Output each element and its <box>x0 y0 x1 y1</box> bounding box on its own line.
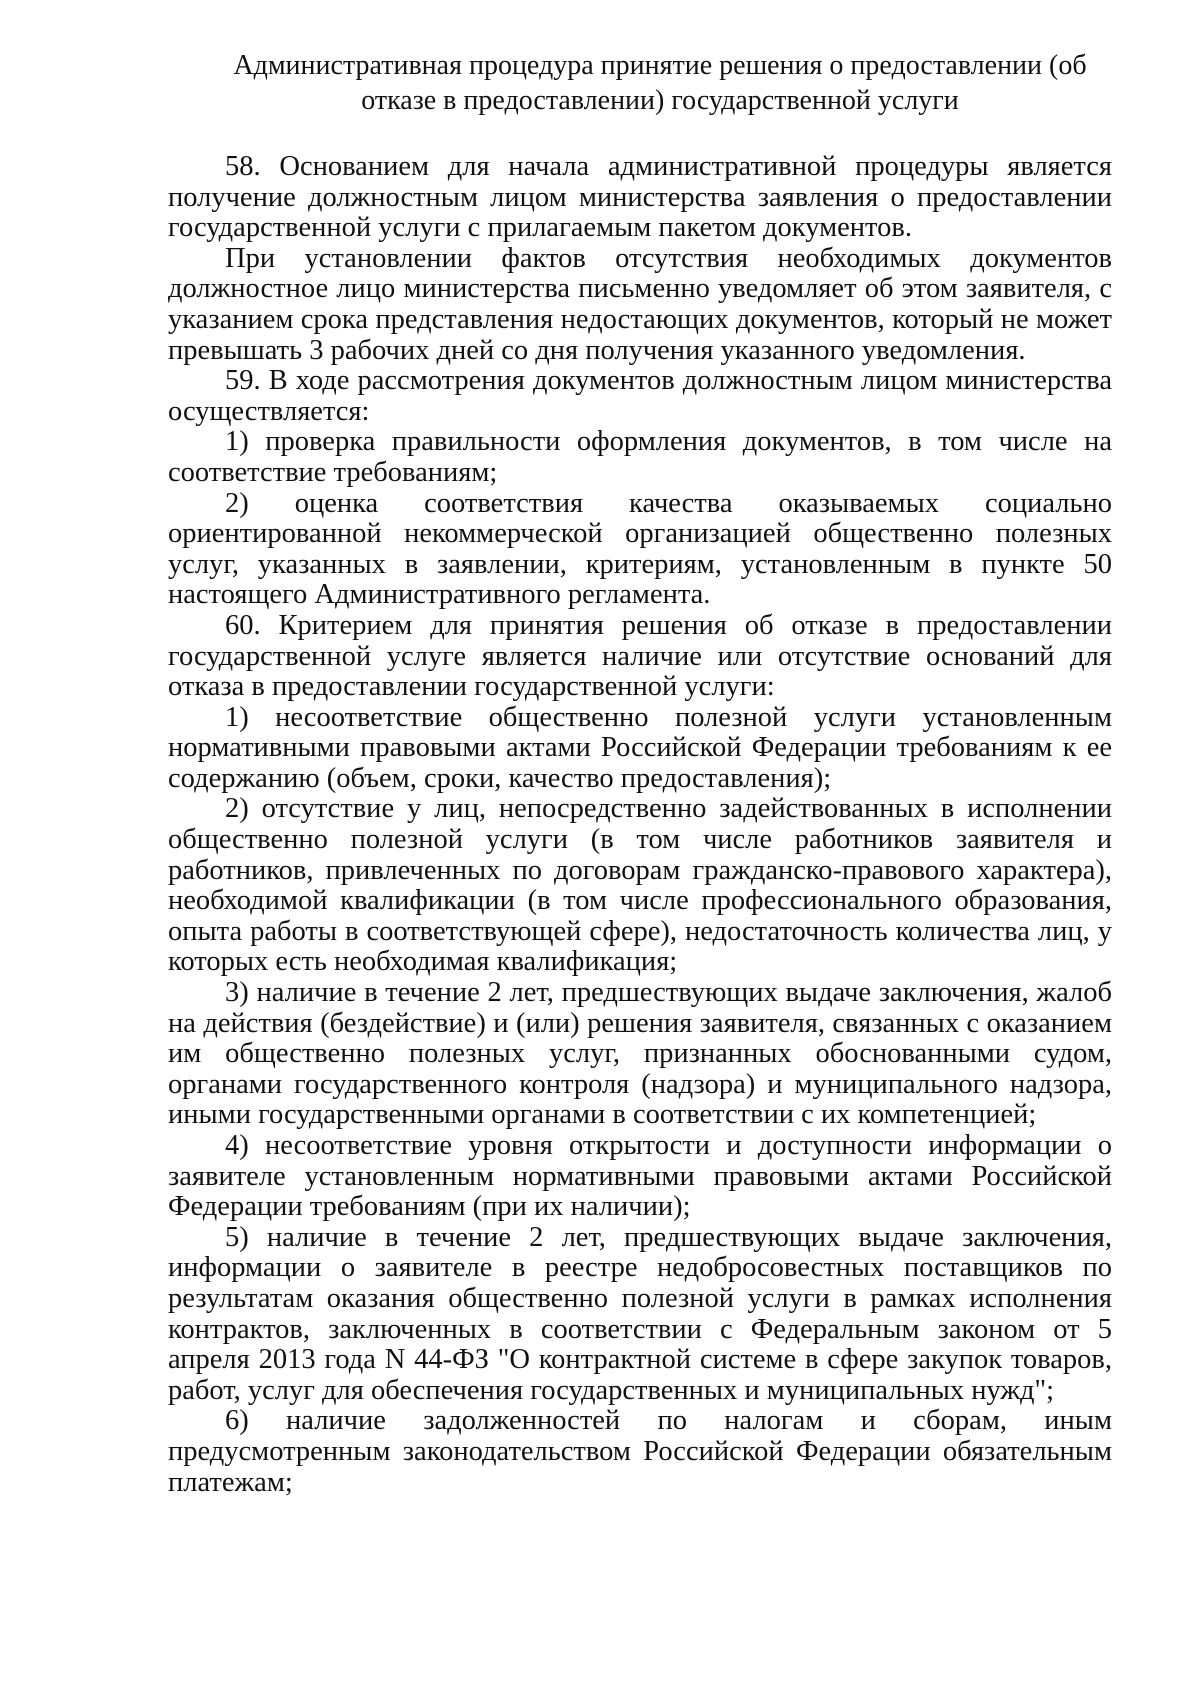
paragraph-60-item-1: 1) несоответствие общественно полезной услуги установленным нормативными правовыми актами Российской Федерации требованиям к ее содержанию (объем, сроки, качество предоставления); <box>168 701 1112 794</box>
paragraph-59-item-2: 2) оценка соответствия качества оказываемых социально ориентированной некоммерческой организацией общественно полезных услуг, указанных в заявлении, критериям, установленным в пункте 50 настоящего Административного регламента. <box>168 487 1112 611</box>
paragraph-60: 60. Критерием для принятия решения об отказе в предоставлении государственной услуге является наличие или отсутствие оснований для отказа в предоставлении государственной услуги: <box>168 609 1112 703</box>
paragraph-60-item-6: 6) наличие задолженностей по налогам и сборам, иным предусмотренным законодательством Российской Федерации обязательным платежам; <box>168 1405 1112 1498</box>
paragraph-60-item-4: 4) несоответствие уровня открытости и доступности информации о заявителе установленным нормативными правовыми актами Российской Федерации требованиям (при их наличии); <box>168 1130 1112 1223</box>
paragraph-59-item-1: 1) проверка правильности оформления документов, в том числе на соответствие требованиям; <box>168 426 1112 488</box>
paragraph-59: 59. В ходе рассмотрения документов должностным лицом министерства осуществляется: <box>168 365 1112 427</box>
paragraph-58: 58. Основанием для начала административной процедуры является получение должностным лицом министерства заявления о предоставлении государственной услуги с прилагаемым пакетом документов. <box>168 151 1112 244</box>
paragraph-60-item-3: 3) наличие в течение 2 лет, предшествующих выдаче заключения, жалоб на действия (бездействие) и (или) решения заявителя, связанных с оказанием им общественно полезных услуг, признанных обоснованными судом, органами государственного контроля (надзора) и муниципального надзора, иными государственными органами в соответствии с их компетенцией; <box>168 977 1112 1131</box>
paragraph-58-notice: При установлении фактов отсутствия необходимых документов должностное лицо министерства письменно уведомляет об этом заявителя, с указанием срока представления недостающих документов, который не может превышать 3 рабочих дней со дня получения указанного уведомления. <box>168 242 1112 366</box>
paragraph-60-item-5: 5) наличие в течение 2 лет, предшествующих выдаче заключения, информации о заявителе в реестре недобросовестных поставщиков по результатам оказания общественно полезной услуги в рамках исполнения контрактов, заключенных в соответствии с Федеральным законом от 5 апреля 2013 года N 44-ФЗ "О контрактной системе в сфере закупок товаров, работ, услуг для обеспечения государственных и муниципальных нужд"; <box>168 1221 1112 1406</box>
page-title: Административная процедура принятие решения о предоставлении (об отказе в предоставлении) государственной услуги <box>233 50 1087 116</box>
paragraph-60-item-2: 2) отсутствие у лиц, непосредственно задействованных в исполнении общественно полезной услуги (в том числе работников заявителя и работников, привлеченных по договорам гражданско-правового характера), необходимой квалификации (в том числе профессионального образования, опыта работы в соответствующей сфере), недостаточность количества лиц, у которых есть необходимая квалификация; <box>168 793 1112 978</box>
document-body <box>168 152 1112 1498</box>
